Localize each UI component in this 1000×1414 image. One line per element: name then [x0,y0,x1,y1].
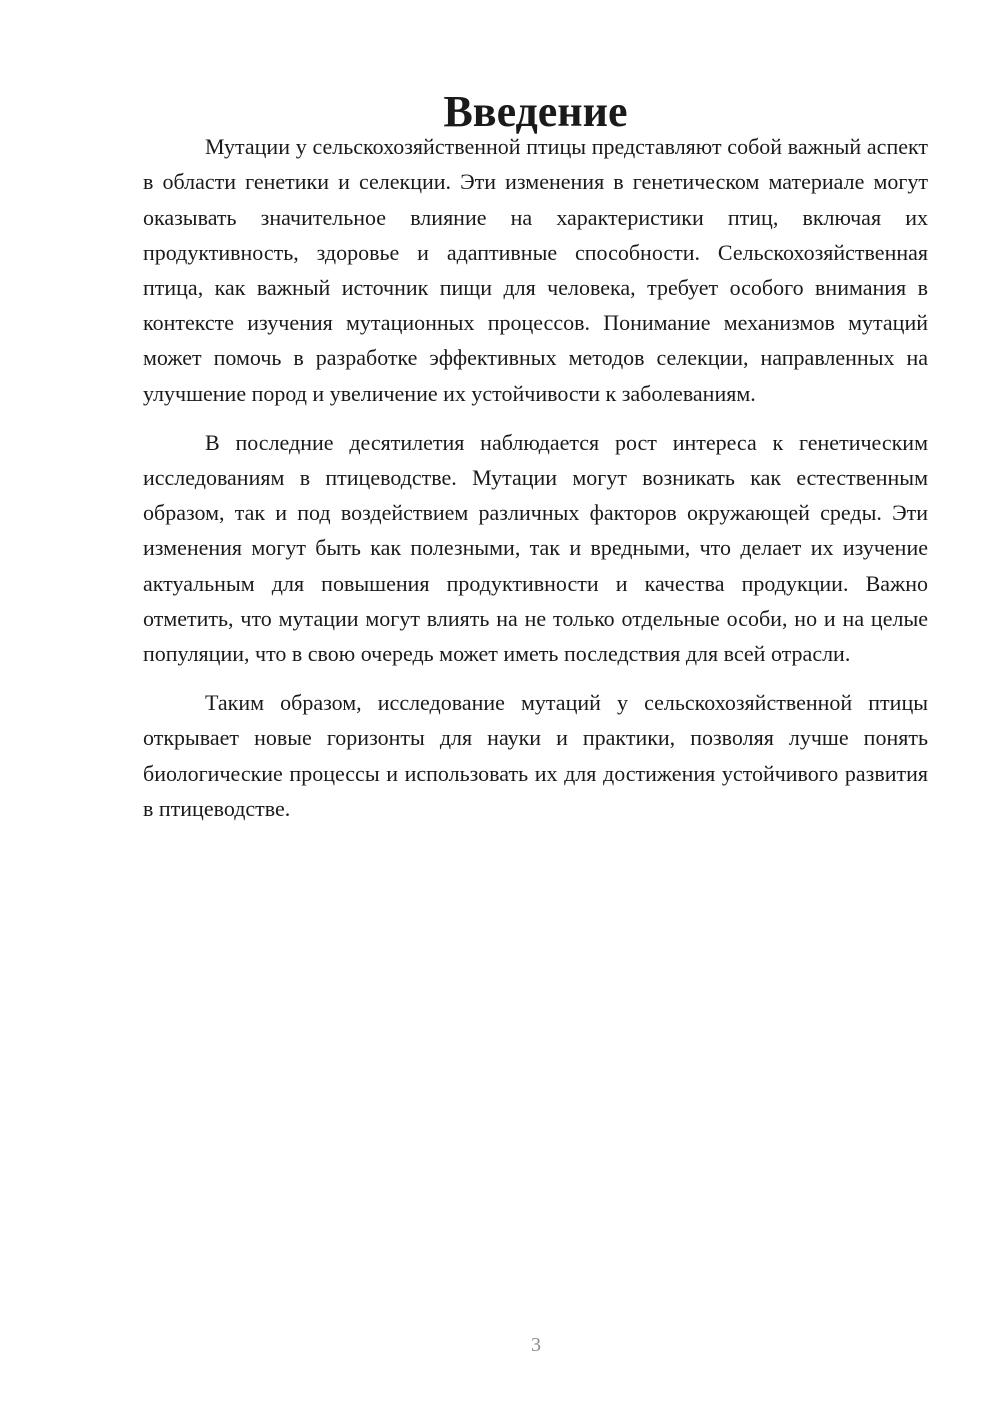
section-title: Введение [443,87,628,136]
page-content [143,87,928,826]
page-number: 3 [531,1334,541,1356]
paragraph-1: Мутации у сельскохозяйственной птицы представляют собой важный аспект в области генетики и селекции. Эти изменения в генетическом материале могут оказывать значительное влияние на характеристики птиц, включая их продуктивность, здоровье и адаптивные способности. Сельскохозяйственная птица, как важный источник пищи для человека, требует особого внимания в контексте изучения мутационных процессов. Понимание механизмов мутаций может помочь в разработке эффективных методов селекции, направленных на улучшение пород и увеличение их устойчивости к заболеваниям. [143,134,928,406]
paragraph-3: Таким образом, исследование мутаций у сельскохозяйственной птицы открывает новые горизонты для науки и практики, позволяя лучше понять биологические процессы и использовать их для достижения устойчивого развития в птицеводстве. [143,690,928,821]
paragraph-2: В последние десятилетия наблюдается рост интереса к генетическим исследованиям в птицеводстве. Мутации могут возникать как естественным образом, так и под воздействием различных факторов окружающей среды. Эти изменения могут быть как полезными, так и вредными, что делает их изучение актуальным для повышения продуктивности и качества продукции. Важно отметить, что мутации могут влиять на не только отдельные особи, но и на целые популяции, что в свою очередь может иметь последствия для всей отрасли. [143,429,928,667]
